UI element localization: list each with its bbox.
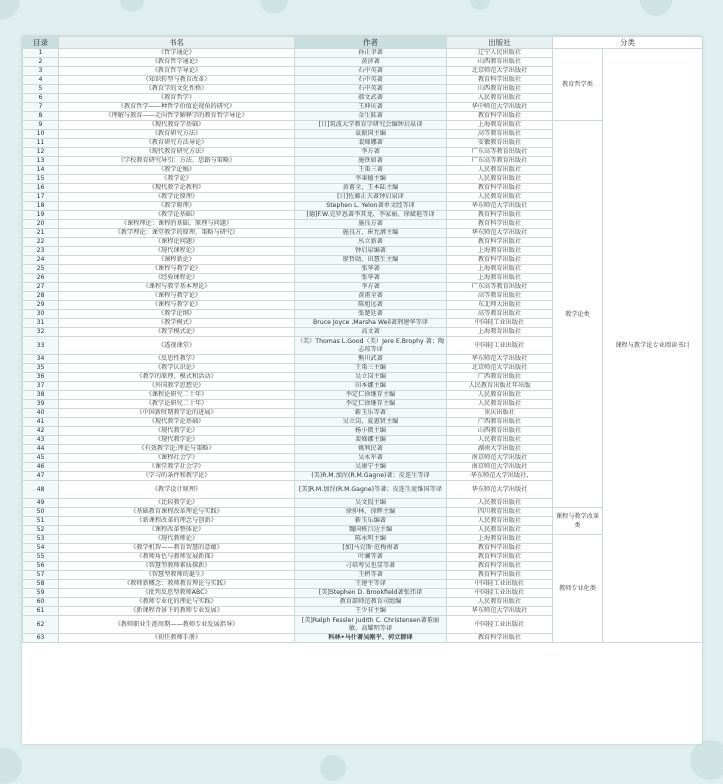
book-author: 高文著 (295, 328, 447, 337)
book-title: 《现代教学论基础》 (59, 418, 295, 427)
book-author: [加]马克斯·范梅南著 (295, 544, 447, 553)
row-number: 9 (23, 121, 59, 130)
book-author: 吴永军著 (295, 454, 447, 463)
book-author: Bruce Joyce ,Marsha Weil著荆建华等译 (295, 319, 447, 328)
book-publisher: 人民教育出版社年出版 (447, 382, 553, 391)
book-publisher: 南京师范大学出版社 (447, 463, 553, 472)
book-publisher: 华东师范大学出版社 (447, 481, 553, 499)
book-title: 《现代教学论》 (59, 427, 295, 436)
book-title: 《教学论稿》 (59, 166, 295, 175)
book-title: 《教师角色与教师发展新探》 (59, 553, 295, 562)
row-number: 43 (23, 436, 59, 445)
book-title: 《教育研究方法导论》 (59, 139, 295, 148)
row-number: 62 (23, 616, 59, 634)
book-publisher: 教育科学出版社 (447, 112, 553, 121)
row-number: 27 (23, 283, 59, 292)
row-number: 49 (23, 499, 59, 508)
row-number: 18 (23, 202, 59, 211)
row-number: 5 (23, 85, 59, 94)
book-publisher: 上海教育出版社 (447, 535, 553, 544)
book-author: 丛立新著 (295, 238, 447, 247)
book-title: 《现代教学论》 (59, 436, 295, 445)
row-number: 44 (23, 445, 59, 454)
book-author: 陈永明主编 (295, 535, 447, 544)
row-number: 33 (23, 337, 59, 355)
header-category: 分类 (553, 37, 703, 49)
decor-bubble (0, 748, 22, 784)
row-number: 53 (23, 535, 59, 544)
header-row (23, 37, 703, 49)
book-title: 《基础教育课程改革理论与实践》 (59, 508, 295, 517)
book-title: 《理解与教育——走向哲学解释学的教育哲学导论》 (59, 112, 295, 121)
book-publisher: 人民教育出版社 (447, 94, 553, 103)
row-number: 36 (23, 373, 59, 382)
book-author: 魏国栋吕达主编 (295, 526, 447, 535)
row-number: 7 (23, 103, 59, 112)
row-number: 28 (23, 292, 59, 301)
book-author: 王策三主编 (295, 364, 447, 373)
book-publisher: 北京师范大学出版社 (447, 364, 553, 373)
row-number: 47 (23, 472, 59, 481)
book-title: 《比较教学论》 (59, 499, 295, 508)
book-author: 科林•马什著吴刚平、何立群译 (295, 634, 447, 643)
book-publisher: 人民教育出版社 (447, 598, 553, 607)
book-publisher: 教育科学出版社 (447, 256, 553, 265)
book-title: 《现代课程论》 (59, 247, 295, 256)
book-publisher: 华东师范大学出版社 (447, 202, 553, 211)
row-number: 17 (23, 193, 59, 202)
book-publisher: 华东师范大学出版社 (447, 607, 553, 616)
book-author: 靳玉乐编著 (295, 517, 447, 526)
book-author: 李方著 (295, 148, 447, 157)
row-number: 22 (23, 238, 59, 247)
book-author: 吴康宁主编 (295, 463, 447, 472)
book-author: 张楚廷著 (295, 310, 447, 319)
book-title: 《教育哲学——种哲学价值论视角的研究》 (59, 103, 295, 112)
book-author: 张华著 (295, 274, 447, 283)
book-author: 孙正聿著 (295, 49, 447, 58)
book-author: [美]Stephen D. Brookfield著张伟译 (295, 589, 447, 598)
row-number: 48 (23, 481, 59, 499)
row-number: 31 (23, 319, 59, 328)
book-title: 《教育研究方法》 (59, 130, 295, 139)
row-number: 37 (23, 382, 59, 391)
book-title: 《中国新时期教学论的进展》 (59, 409, 295, 418)
row-number: 1 (23, 49, 59, 58)
header-title: 书名 (59, 37, 295, 49)
book-title: 《教师专业化的理论与实践》 (59, 598, 295, 607)
book-title: 《透视课堂》 (59, 337, 295, 355)
book-title: 《哲学通论》 (59, 49, 295, 58)
book-author: 王少非主编 (295, 607, 447, 616)
book-author: 李方著 (295, 283, 447, 292)
book-title: 《课程与教学基本理论》 (59, 283, 295, 292)
book-author: 徐仲林、徐辉主编 (295, 508, 447, 517)
book-publisher: 山西教育出版社 (447, 58, 553, 67)
book-author: 钟启泉编著 (295, 247, 447, 256)
book-publisher: 中国轻工业出版社 (447, 616, 553, 634)
book-title: 《课程与教学论》 (59, 292, 295, 301)
row-number: 30 (23, 310, 59, 319)
book-publisher: 东北师大出版社 (447, 301, 553, 310)
row-number: 15 (23, 175, 59, 184)
book-author: 黄济著 (295, 58, 447, 67)
book-title: 《课程改革整体论》 (59, 526, 295, 535)
row-number: 56 (23, 562, 59, 571)
row-number: 12 (23, 148, 59, 157)
reading-list-sheet (22, 36, 702, 744)
book-title: 《批判反思型教师ABC》 (59, 589, 295, 598)
book-title: 《教学模式论》 (59, 328, 295, 337)
book-title: 《课程新论》 (59, 256, 295, 265)
book-author: [德]F.W.克罗恩著李其龙、李家丽、徐斌艳等译 (295, 211, 447, 220)
row-number: 3 (23, 67, 59, 76)
book-title: 《初任教师手册》 (59, 634, 295, 643)
row-number: 58 (23, 580, 59, 589)
reading-list-table (22, 36, 703, 643)
header-author: 作者 (295, 37, 447, 49)
book-publisher: 教育科学出版社 (447, 220, 553, 229)
book-author: 教育部师范教育司组编 (295, 598, 447, 607)
row-number: 16 (23, 184, 59, 193)
book-author: 裴娣娜主编 (295, 436, 447, 445)
book-publisher: 南京师范大学出版社 (447, 454, 553, 463)
book-author: （美）Thomas L.Good（美）Jere E.Brophy 著；陶志琼等译 (295, 337, 447, 355)
row-number: 14 (23, 166, 59, 175)
book-publisher: 人民教育出版社 (447, 391, 553, 400)
decor-bubble (120, 0, 144, 12)
book-title: 《课程论研究二十年》 (59, 391, 295, 400)
row-number: 20 (23, 220, 59, 229)
book-author: 李定仁徐继存主编 (295, 391, 447, 400)
category-main: 课程与教学论专业阅读书目 (603, 49, 703, 643)
row-number: 34 (23, 355, 59, 364)
book-title: 《教学原理》 (59, 202, 295, 211)
book-title: 《教学的原理、模式和活动》 (59, 373, 295, 382)
book-publisher: 高等教育出版社 (447, 310, 553, 319)
book-publisher: 上海教育出版社 (447, 247, 553, 256)
decor-bubble (640, 0, 672, 16)
row-number: 23 (23, 247, 59, 256)
book-publisher: 人民教育出版社 (447, 436, 553, 445)
book-publisher: 教育科学出版社 (447, 544, 553, 553)
book-publisher: 人民教育出版社 (447, 517, 553, 526)
book-title: 《反思性教学》 (59, 355, 295, 364)
book-title: 《现代教育研究方法》 (59, 148, 295, 157)
book-author: 施铁如著 (295, 157, 447, 166)
table-row (23, 535, 703, 544)
book-author: 吴文侃主编 (295, 499, 447, 508)
book-publisher: 高等教育出版社 (447, 292, 553, 301)
row-number: 38 (23, 391, 59, 400)
table-body (23, 49, 703, 643)
book-title: 《现代教学论教程》 (59, 184, 295, 193)
book-publisher: 华东师范大学出版社 (447, 229, 553, 238)
book-author: Stephen L. Yelon著单文经等译 (295, 202, 447, 211)
row-number: 51 (23, 517, 59, 526)
book-publisher: 广东高等教育出版社 (447, 157, 553, 166)
book-publisher: 人民教育出版社 (447, 526, 553, 535)
book-publisher: 广东高等教育出版社 (447, 148, 553, 157)
row-number: 4 (23, 76, 59, 85)
book-publisher: 华东师范大学出版社, (447, 472, 553, 481)
decor-bubble (320, 755, 346, 781)
row-number: 41 (23, 418, 59, 427)
book-author: 陈旭远著 (295, 301, 447, 310)
decor-bubble (260, 0, 288, 14)
book-publisher: 山西教育出版社 (447, 427, 553, 436)
book-publisher: 广东高等教育出版社 (447, 283, 553, 292)
book-publisher: 教育科学出版社 (447, 184, 553, 193)
category-group: 教育哲学类 (553, 49, 603, 121)
book-publisher: 上海教育出版社 (447, 265, 553, 274)
book-publisher: 人民教育出版社 (447, 166, 553, 175)
book-author: 刁培萼吴也显等著 (295, 562, 447, 571)
book-author: 吴立岗，夏惠贤主编 (295, 418, 447, 427)
row-number: 52 (23, 526, 59, 535)
book-publisher: 上海教育出版社 (447, 274, 553, 283)
book-author: 黄甫全著 (295, 292, 447, 301)
book-author: 石中英著 (295, 85, 447, 94)
row-number: 54 (23, 544, 59, 553)
book-author: [美]R.M.加涅(R.M.Gagne)等著；皮连生庞维国等译 (295, 481, 447, 499)
row-number: 50 (23, 508, 59, 517)
book-title: 《教学理论：课堂教学的原理、策略与研究》 (59, 229, 295, 238)
book-author: 裴娣娜著 (295, 139, 447, 148)
row-number: 32 (23, 328, 59, 337)
book-author: 王枬等著 (295, 571, 447, 580)
book-author: 叶澜等著 (295, 553, 447, 562)
book-publisher: 中国轻工业出版社 (447, 580, 553, 589)
table-row (23, 508, 703, 517)
book-publisher: 上海教育出版社 (447, 328, 553, 337)
row-number: 39 (23, 400, 59, 409)
book-author: 袁振国主编 (295, 130, 447, 139)
book-title: 《经验课程论》 (59, 274, 295, 283)
book-title: 《教育哲学》 (59, 94, 295, 103)
book-author: [日]筑波大学教育学研究会编钟启泉译 (295, 121, 447, 130)
row-number: 59 (23, 589, 59, 598)
book-author: [美]Ralph Fessler Judith C. Christensen著董丽敏、高耀明等译 (295, 616, 447, 634)
row-number: 46 (23, 463, 59, 472)
book-author: 施良方著 (295, 220, 447, 229)
book-author: [日]佐藤正夫著钟启泉译 (295, 193, 447, 202)
row-number: 25 (23, 265, 59, 274)
book-title: 《智慧型教师的诞生》 (59, 571, 295, 580)
book-title: 《现代教师论》 (59, 535, 295, 544)
book-publisher: 中国轻工业出版社 (447, 337, 553, 355)
table-row (23, 121, 703, 130)
header-publisher: 出版社 (447, 37, 553, 49)
book-publisher: 教育科学出版社 (447, 76, 553, 85)
book-author: 熊川武著 (295, 355, 447, 364)
book-publisher: 高等教育出版社 (447, 130, 553, 139)
row-number: 40 (23, 409, 59, 418)
book-title: 《教学论研究二十年》 (59, 400, 295, 409)
row-number: 55 (23, 553, 59, 562)
book-author: 李秉德主编 (295, 175, 447, 184)
book-title: 《现代教育学基础》 (59, 121, 295, 130)
row-number: 6 (23, 94, 59, 103)
row-number: 26 (23, 274, 59, 283)
book-publisher: 人民教育出版社 (447, 400, 553, 409)
book-title: 《有效教学论:理论与策略》 (59, 445, 295, 454)
book-publisher: 教育科学出版社 (447, 571, 553, 580)
book-publisher: 上海教育出版社 (447, 121, 553, 130)
decor-bubble (0, 0, 20, 20)
book-title: 《学习的条件和教学论》 (59, 472, 295, 481)
book-author: 王建平等译 (295, 580, 447, 589)
row-number: 60 (23, 598, 59, 607)
book-publisher: 湖南大学出版社 (447, 445, 553, 454)
book-publisher: 四川教育出版社 (447, 508, 553, 517)
book-title: 《教育学的文化性格》 (59, 85, 295, 94)
row-number: 19 (23, 211, 59, 220)
book-author: 金生鈜著 (295, 112, 447, 121)
book-publisher: 广西教育出版社 (447, 418, 553, 427)
book-title: 《教师职业生涯周期——教师专业发展指导》 (59, 616, 295, 634)
book-title: 《课程论问题》 (59, 238, 295, 247)
book-author: 施良方、崔允漷主编 (295, 229, 447, 238)
book-author: 李定仁徐继存主编 (295, 400, 447, 409)
book-title: 《知识转型与教育改革》 (59, 76, 295, 85)
row-number: 24 (23, 256, 59, 265)
row-number: 13 (23, 157, 59, 166)
book-author: 田本娜主编 (295, 382, 447, 391)
book-title: 《新课程改革的理念与创新》 (59, 517, 295, 526)
book-title: 《课程理论：课程的基础、原理与问题》 (59, 220, 295, 229)
category-group: 教学论类 (553, 121, 603, 508)
book-publisher: 中国轻工业出版社 (447, 589, 553, 598)
book-author: 郝文武著 (295, 94, 447, 103)
row-number: 10 (23, 130, 59, 139)
row-number: 35 (23, 364, 59, 373)
book-publisher: 教育科学出版社 (447, 238, 553, 247)
book-title: 《教学论基础》 (59, 211, 295, 220)
book-title: 《教学论原理》 (59, 193, 295, 202)
book-publisher: 安徽教育出版社 (447, 139, 553, 148)
book-author: 黄甫全、王本陆主编 (295, 184, 447, 193)
book-publisher: 华东师范大学出版社 (447, 355, 553, 364)
book-publisher: 中国轻工业出版社 (447, 319, 553, 328)
book-publisher: 教育科学出版社 (447, 211, 553, 220)
book-title: 《教师新概念：教师教育理论与实践》 (59, 580, 295, 589)
book-title: 《教学设计原理》 (59, 481, 295, 499)
book-title: 《课程与教学论》 (59, 301, 295, 310)
category-group: 教师专业化类 (553, 535, 603, 643)
row-number: 2 (23, 58, 59, 67)
book-title: 《教育哲学通论》 (59, 58, 295, 67)
book-author: 王策三著 (295, 166, 447, 175)
row-number: 8 (23, 112, 59, 121)
book-author: 姚利民著 (295, 445, 447, 454)
book-author: 廖哲勋、田慧生主编 (295, 256, 447, 265)
book-author: 靳玉乐等著 (295, 409, 447, 418)
book-title: 《新课程背景下的教师专业发展》 (59, 607, 295, 616)
row-number: 29 (23, 301, 59, 310)
book-publisher: 华中师范大学出版社 (447, 103, 553, 112)
category-group: 课程与教学改革类 (553, 508, 603, 535)
book-title: 《外国教学思想史》 (59, 382, 295, 391)
row-number: 42 (23, 427, 59, 436)
book-publisher: 重庆出版社 (447, 409, 553, 418)
header-no: 目录 (23, 37, 59, 49)
row-number: 11 (23, 139, 59, 148)
book-author: 张华著 (295, 265, 447, 274)
book-publisher: 人民教育出版社 (447, 499, 553, 508)
row-number: 57 (23, 571, 59, 580)
book-title: 《学校教育研究导引：方法、思路与策略》 (59, 157, 295, 166)
book-author: 吴立岗主编 (295, 373, 447, 382)
book-author: 杨小微主编 (295, 427, 447, 436)
book-title: 《课程与教学论》 (59, 265, 295, 274)
book-publisher: 教育科学出版社 (447, 634, 553, 643)
table-row (23, 49, 703, 58)
book-author: 石中英著 (295, 67, 447, 76)
book-author: 石中英著 (295, 76, 447, 85)
book-publisher: 人民教育出版社 (447, 193, 553, 202)
book-title: 《教学模式》 (59, 319, 295, 328)
book-publisher: 教育科学出版社 (447, 562, 553, 571)
book-publisher: 人民教育出版社 (447, 175, 553, 184)
book-title: 《智慧型教师素质探新》 (59, 562, 295, 571)
book-author: (美)R.M.加涅(R.M.Gagne)著；皮连生等译 (295, 472, 447, 481)
row-number: 61 (23, 607, 59, 616)
book-publisher: 辽宁人民出版社 (447, 49, 553, 58)
decor-bubble (470, 0, 490, 10)
decor-bubble (690, 740, 723, 780)
book-publisher: 教育科学出版社 (447, 553, 553, 562)
book-author: 王坤庆著 (295, 103, 447, 112)
row-number: 21 (23, 229, 59, 238)
row-number: 63 (23, 634, 59, 643)
book-publisher: 北京师范大学出版社 (447, 67, 553, 76)
book-publisher: 广西教育出版社 (447, 373, 553, 382)
book-title: 《课程社会学》 (59, 454, 295, 463)
book-title: 《教学机智——教育智慧的意蕴》 (59, 544, 295, 553)
book-title: 《课堂教学社会学》 (59, 463, 295, 472)
book-publisher: 山西教育出版社 (447, 85, 553, 94)
row-number: 45 (23, 454, 59, 463)
book-title: 《教学论纲》 (59, 310, 295, 319)
book-title: 《教学论》 (59, 175, 295, 184)
book-title: 《教育哲学导论》 (59, 67, 295, 76)
book-title: 《教学认识论》 (59, 364, 295, 373)
